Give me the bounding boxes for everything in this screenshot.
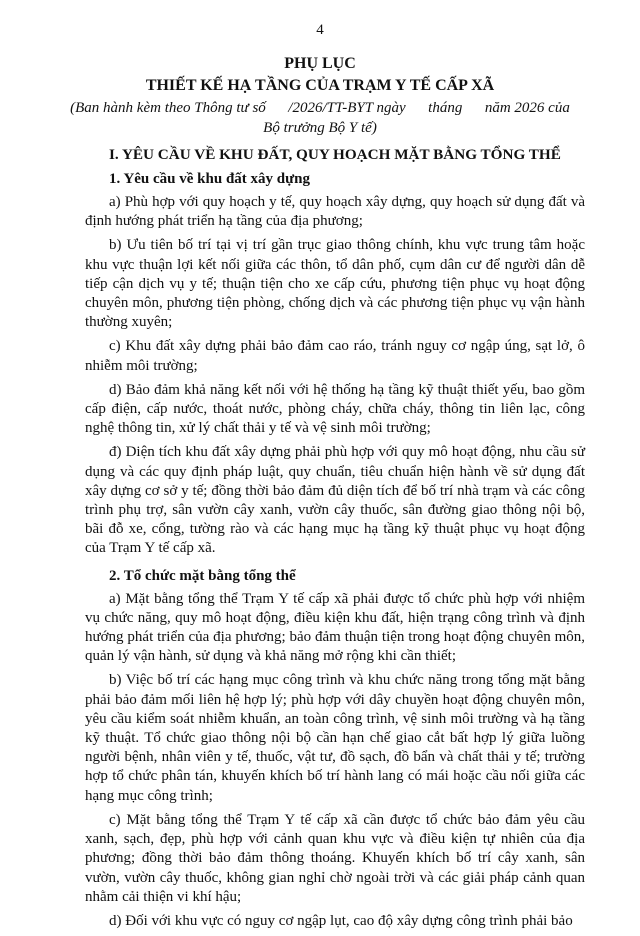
paragraph: d) Đối với khu vực có nguy cơ ngập lụt, cao độ xây dựng công trình phải bảo — [109, 912, 573, 929]
paragraph: đ) Diện tích khu đất xây dựng phải phù hợp với quy mô hoạt động, nhu cầu sử dụng và các quy định pháp luật, quy chuẩn, tiêu chuẩn hiện hành về sử dụng đất xây dựng cơ sở y tế; đồng thời bảo đảm đủ diện tích để bố trí nhà trạm và các công trình phụ trợ, sân vườn cây xanh, vườn cây thuốc, sân đường giao thông nội bộ, bãi đỗ xe, cổng, tường rào và các hạng mục hạ tầng kỹ thuật phục vụ hoạt động của Trạm Y tế cấp xã. — [85, 444, 585, 557]
paragraph: b) Việc bố trí các hạng mục công trình và khu chức năng trong tổng mặt bằng phải bảo đảm mối liên hệ hợp lý; phù hợp với dây chuyền hoạt động chuyên môn, yêu cầu kiểm soát nhiễm khuẩn, an toàn công trình, vệ sinh môi trường và hạ tầng kỹ thuật. Tổ chức giao thông nội bộ cần hạn chế giao cắt bất hợp lý giữa luồng người bệnh, nhân viên y tế, thuốc, vật tư, đồ sạch, đồ bẩn và chất thải y tế; trường hợp tổ chức phân tán, khuyến khích bố trí hành lang có mái hoặc cầu nối giữa các hạng mục công trình; — [85, 672, 585, 804]
subsection-heading-1: 1. Yêu cầu về khu đất xây dựng — [109, 171, 310, 187]
appendix-header — [60, 54, 580, 138]
paragraph: c) Mặt bằng tổng thể Trạm Y tế cấp xã cần được tổ chức bảo đảm yêu cầu xanh, sạch, đẹp, phù hợp với cảnh quan khu vực và điều kiện tự nhiên của địa phương; đồng thời bảo đảm thông thoáng. Khuyến khích bố trí cây xanh, sân vườn, vườn cây thuốc, không gian nghỉ chờ ngoài trời và các giải pháp cảnh quan nhằm cải thiện vi khí hậu; — [85, 811, 585, 905]
page-number: 4 — [316, 22, 324, 38]
appendix-subtitle-line2: Bộ trưởng Bộ Y tế) — [263, 120, 377, 136]
paragraph: a) Phù hợp với quy hoạch y tế, quy hoạch xây dựng, quy hoạch sử dụng đất và định hướng phát triển hạ tầng của địa phương; — [85, 194, 585, 230]
paragraph: a) Mặt bằng tổng thể Trạm Y tế cấp xã phải được tổ chức phù hợp với nhiệm vụ chức năng, quy mô hoạt động, điều kiện khu đất, hiện trạng công trình và định hướng phát triển của địa phương; bảo đảm thuận tiện trong hoạt động chuyên môn, quản lý vận hành, sử dụng và khả năng mở rộng khi cần thiết; — [85, 590, 585, 665]
appendix-subtitle-line1: (Ban hành kèm theo Thông tư số /2026/TT-BYT ngày tháng năm 2026 của — [70, 100, 570, 116]
paragraph: b) Ưu tiên bố trí tại vị trí gần trục giao thông chính, khu vực trung tâm hoặc khu vực thuận lợi kết nối giữa các thôn, tổ dân phố, cụm dân cư để người dân dễ tiếp cận dịch vụ y tế; thuận tiện cho xe cấp cứu, phương tiện phục vụ hoạt động chuyên môn, phương tiện phòng, chống dịch và các phương tiện phục vụ vận hành thường xuyên; — [85, 237, 585, 331]
appendix-title: THIẾT KẾ HẠ TẦNG CỦA TRẠM Y TẾ CẤP XÃ — [145, 77, 495, 94]
appendix-label: PHỤ LỤC — [284, 55, 356, 72]
section-heading: I. YÊU CẦU VỀ KHU ĐẤT, QUY HOẠCH MẶT BẰNG TỔNG THỂ — [109, 146, 561, 163]
paragraph: c) Khu đất xây dựng phải bảo đảm cao ráo, tránh nguy cơ ngập úng, sạt lở, ô nhiễm môi trường; — [85, 338, 585, 374]
subsection-heading-2: 2. Tổ chức mặt bằng tổng thể — [109, 567, 296, 584]
paragraph: d) Bảo đảm khả năng kết nối với hệ thống hạ tầng kỹ thuật thiết yếu, bao gồm cấp điện, cấp nước, thoát nước, phòng cháy, chữa cháy, thông tin liên lạc, công nghệ thông tin, xử lý chất thải y tế và vệ sinh môi trường; — [85, 381, 585, 437]
document-body — [85, 146, 585, 936]
